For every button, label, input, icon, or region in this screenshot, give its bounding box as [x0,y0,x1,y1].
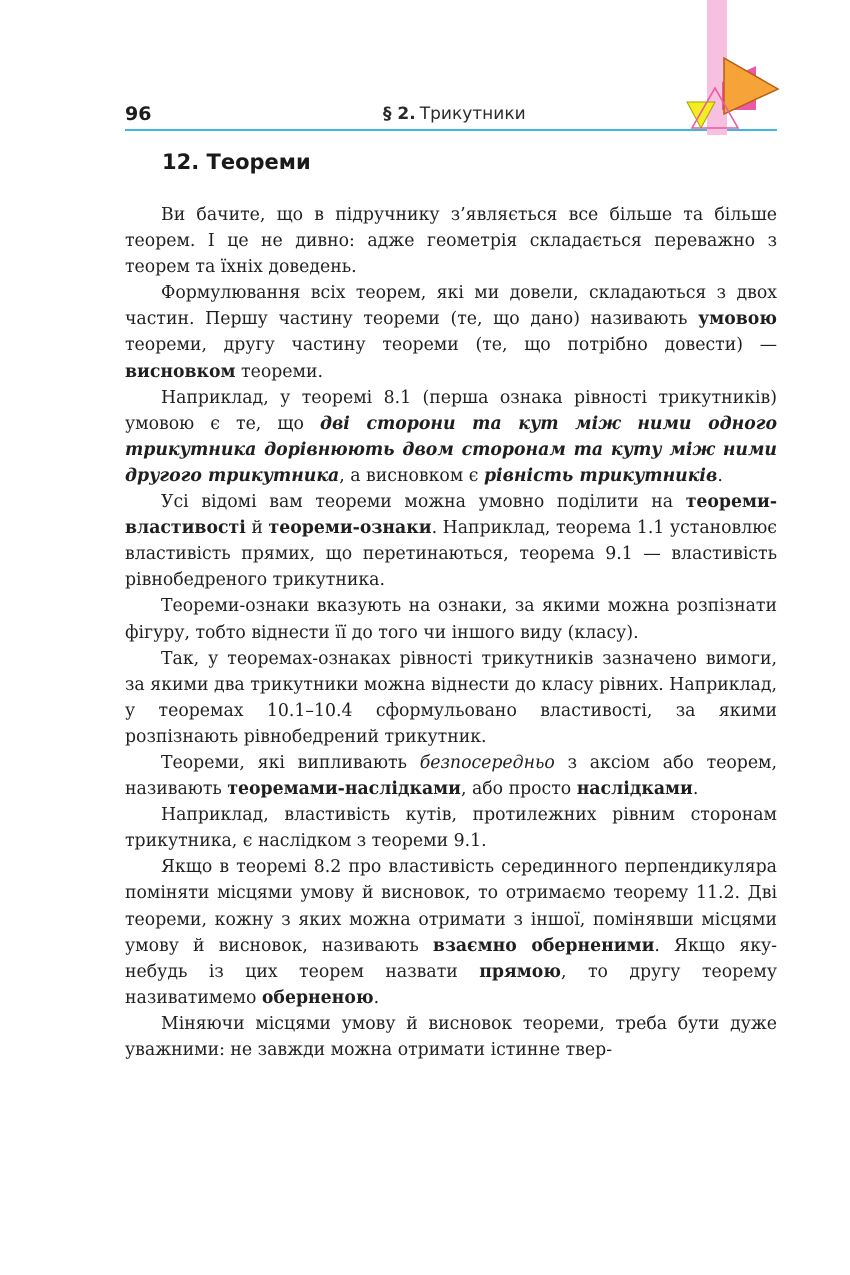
text-run: Так, у теоремах-ознаках рівності трикутників зазначено вимоги, за якими два трикутники можна віднести до класу рівних. Наприклад, у теоремах 10.1–10.4 сформульовано властивості, за якими розпізнають рівнобедрений трикутник. [125,648,777,747]
paragraph [125,280,777,384]
paragraph [125,489,777,593]
body-text [125,202,777,1063]
section-name: Трикутники [419,104,526,124]
paragraph [125,750,777,802]
paragraph [125,1011,777,1063]
emphasized-term: дві сторони та кут між ними одного трикутника дорівнюють двом сторонам та куту між ними другого трикутника [125,413,777,486]
text-run: . Якщо яку-небудь із цих теорем назвати [125,935,777,982]
emphasized-term: оберненою [261,987,374,1008]
text-run: , то другу теорему називатимемо [125,961,777,1008]
paragraph [125,385,777,489]
text-run: Міняючи місцями умову й висновок теореми, треба бути дуже уважними: не завжди можна отримати істинне твер- [125,1013,777,1060]
text-run: Наприклад, властивість кутів, протилежних рівним сторонам трикутника, є наслідком з теореми 9.1. [125,805,777,852]
text-run: Наприклад, у теоремі 8.1 (перша ознака рівності трикутників) умовою є те, що [125,387,777,434]
text-run: . [717,465,723,486]
text-run: Теореми, які випливають [161,752,420,773]
emphasized-term: прямою [479,961,561,982]
emphasized-term: рівність трикутників [483,465,718,486]
paragraph [125,854,777,1011]
emphasized-term: взаємно оберненими [432,935,655,956]
text-run: Теореми-ознаки вказують на ознаки, за якими можна розпізнати фігуру, тобто віднести її до того чи іншого виду (класу). [125,596,777,643]
text-run: теореми. [235,361,323,382]
section-symbol: § 2. [383,104,416,124]
emphasized-term: висновком [125,361,236,382]
emphasized-term: теореми-властивості [125,492,777,539]
paragraph [125,646,777,750]
emphasized-term: умовою [698,309,777,330]
text-run: . [692,779,699,800]
section-title [383,104,526,124]
text-run: теореми, другу частину теореми (те, що потрібно довести) — [125,335,777,356]
emphasized-term: наслідками [576,779,693,800]
text-run: Ви бачите, що в підручнику з’являється все більше та більше теорем. І це не дивно: адже геометрія складається переважно з теорем та їхніх доведень. [125,205,777,278]
emphasized-term: теореми-ознаки [268,518,432,539]
decorative-triangles-icon [680,0,790,135]
text-run: . [373,987,380,1008]
paragraph [125,202,777,280]
paragraph [125,802,777,854]
text-run: з аксіом або теорем, називають [125,752,777,800]
paragraph [125,593,777,645]
emphasized-term: безпосередньо [419,752,555,773]
text-run: . Наприклад, теорема 1.1 установлює властивість прямих, що перетинаються, теорема 9.1 — властивість рівнобедреного трикутника. [125,518,777,591]
page-number: 96 [125,103,152,125]
text-run: й [245,518,269,539]
text-run: Якщо в теоремі 8.2 про властивість серединного перпендикуляра поміняти місцями умову й висновок, то отримаємо теорему 11.2. Дві теореми, кожну з яких можна отримати з іншої, помінявши місцями умову й висновок, називають [125,857,777,956]
section-heading: 12. Теореми [162,150,311,174]
text-run: , а висновком є [339,465,484,486]
text-run: , або просто [460,779,577,800]
text-run: Усі відомі вам теореми можна умовно поділити на [161,492,686,513]
text-run: Формулювання всіх теорем, які ми довели, складаються з двох частин. Першу частину теореми (те, що дано) називають [125,283,777,330]
emphasized-term: теоремами-наслідками [227,779,461,800]
